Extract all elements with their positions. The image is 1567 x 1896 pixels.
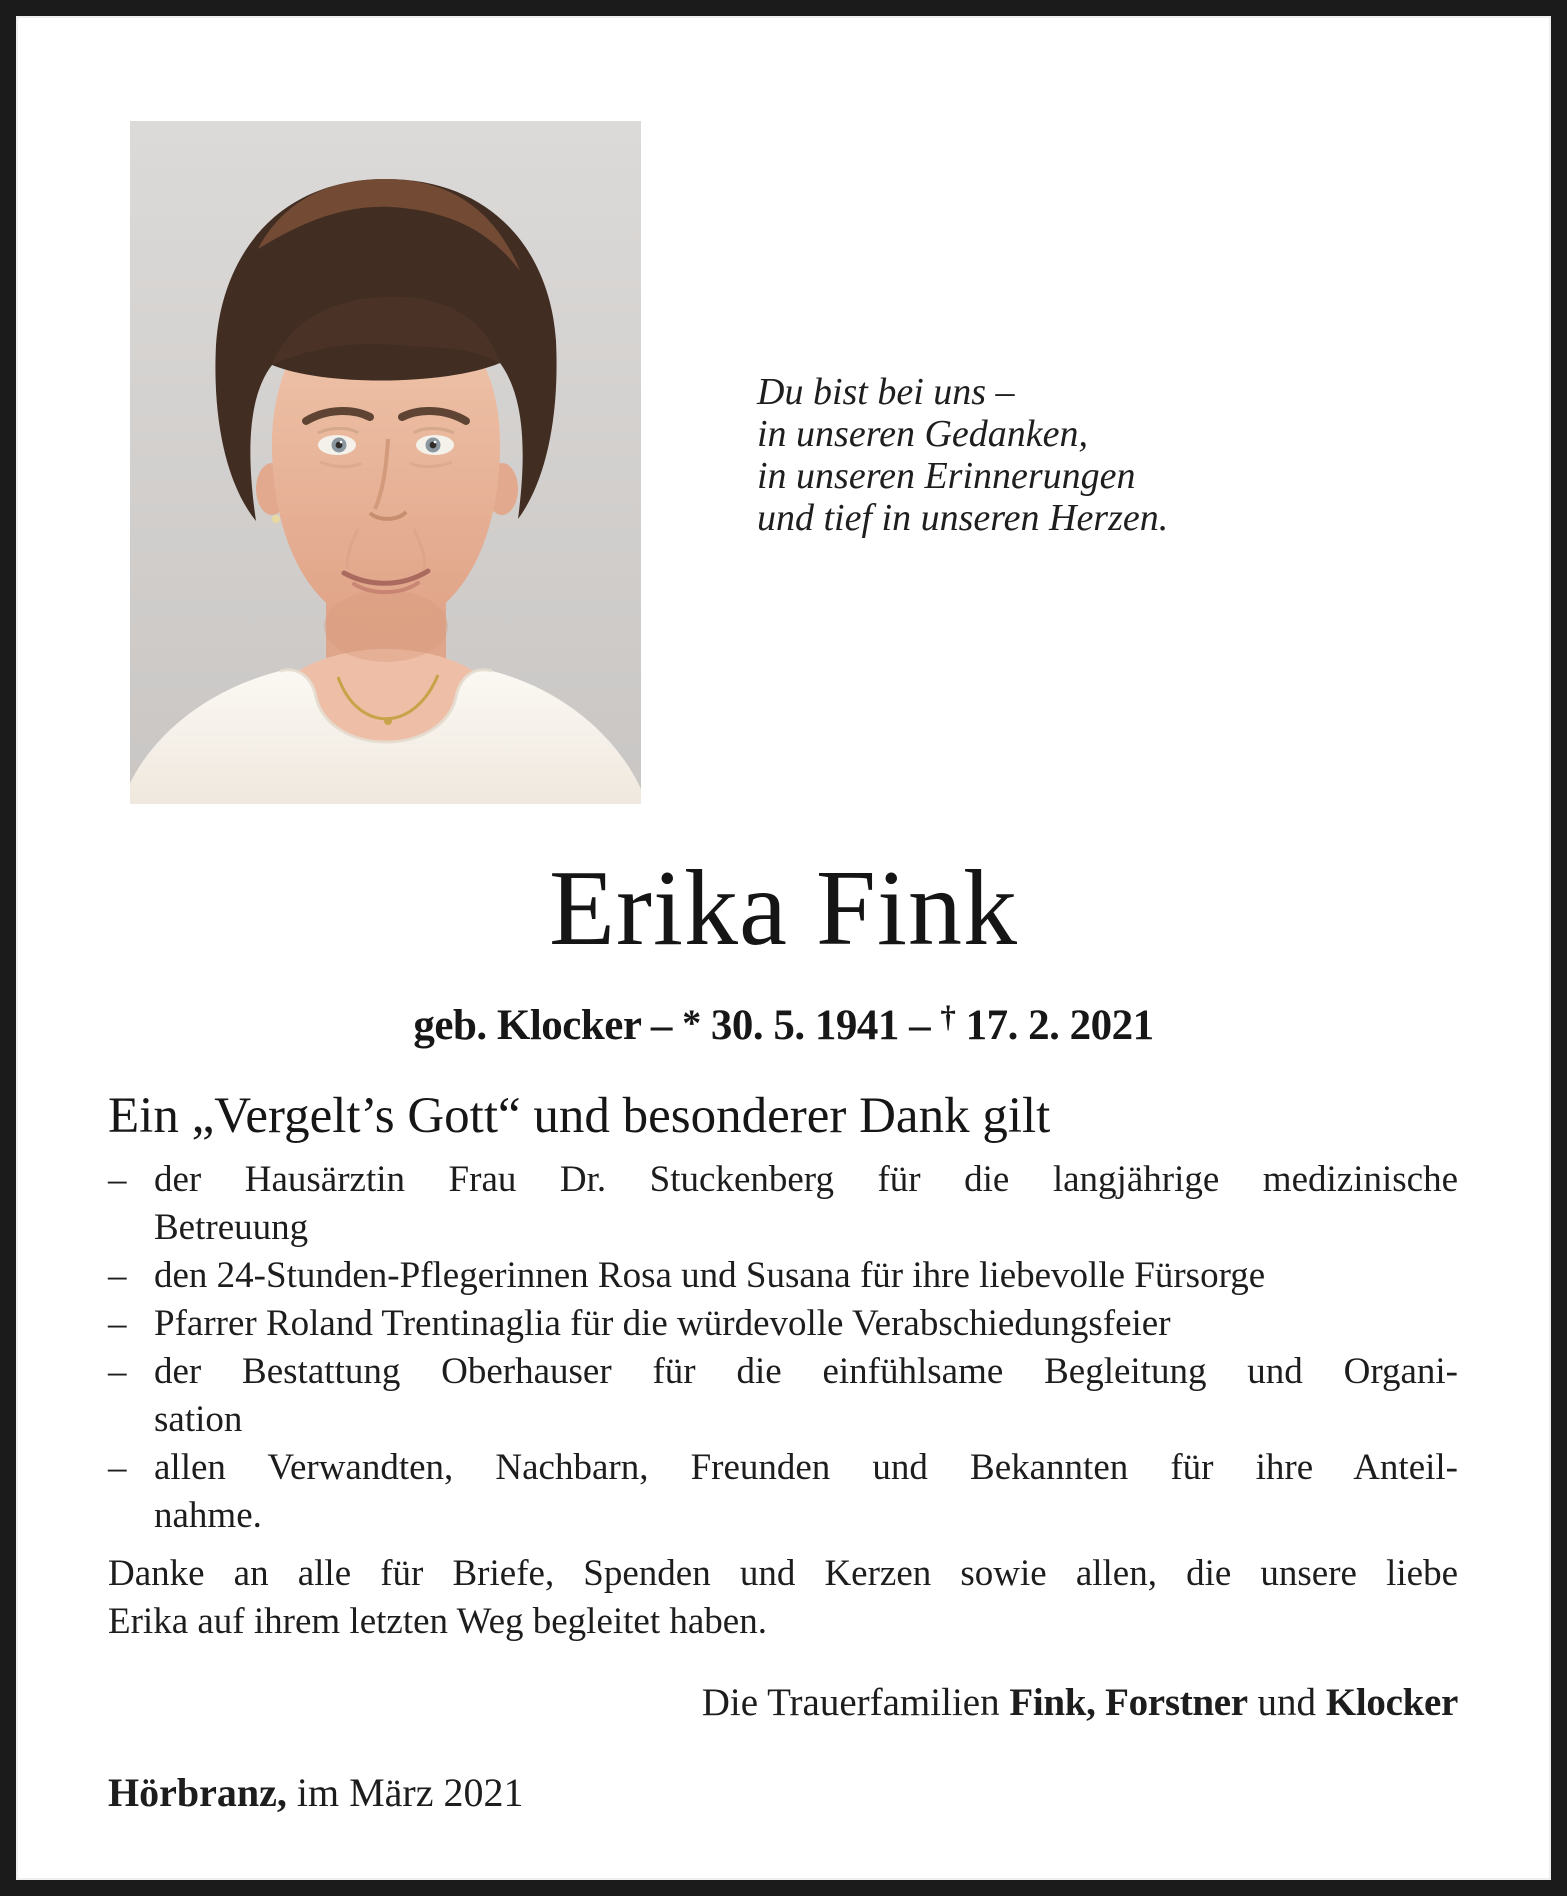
death-cross-symbol: † bbox=[940, 999, 956, 1034]
life-dates-line bbox=[16, 991, 1551, 1052]
text-line: in unseren Erinnerungen bbox=[757, 455, 1136, 497]
deceased-name: Erika Fink bbox=[549, 849, 1018, 968]
text-line: Pfarrer Roland Trentinaglia für die würdevolle Verabschiedungsfeier bbox=[154, 1303, 1171, 1344]
thanks-heading: Ein „Vergelt’s Gott“ und besonderer Dank gilt bbox=[108, 1088, 1051, 1144]
family-name-bold: Klocker bbox=[1325, 1681, 1458, 1724]
text-line: Du bist bei uns – bbox=[757, 371, 1015, 413]
thanks-item-text bbox=[154, 1252, 1458, 1300]
memorial-poem bbox=[757, 371, 1168, 539]
death-date: 17. 2. 2021 bbox=[955, 1001, 1154, 1049]
thanks-item bbox=[108, 1156, 1458, 1252]
mourning-families-line bbox=[108, 1678, 1458, 1728]
birth-date: 30. 5. 1941 – bbox=[700, 1001, 941, 1049]
maiden-name: geb. Klocker – bbox=[413, 1001, 683, 1049]
text-line: Betreuung bbox=[154, 1207, 309, 1248]
thanks-list bbox=[108, 1156, 1458, 1540]
thanks-item-text bbox=[154, 1300, 1458, 1348]
portrait-illustration bbox=[130, 121, 641, 804]
text-line: und tief in unseren Herzen. bbox=[757, 497, 1169, 539]
dash-bullet: – bbox=[108, 1159, 127, 1200]
thanks-item bbox=[108, 1444, 1458, 1540]
place-date-line bbox=[108, 1768, 1458, 1818]
text-line: in unseren Gedanken, bbox=[757, 413, 1088, 455]
thanks-item-text bbox=[154, 1348, 1458, 1444]
thanks-item bbox=[108, 1300, 1458, 1348]
text-line: sation bbox=[154, 1399, 243, 1440]
thanks-item bbox=[108, 1252, 1458, 1300]
families-connector: und bbox=[1247, 1681, 1326, 1724]
text-line: Danke an alle für Briefe, Spenden und Kerzen sowie allen, die unsere liebe bbox=[108, 1553, 1458, 1594]
dash-bullet: – bbox=[108, 1447, 127, 1488]
thanks-item-text bbox=[154, 1156, 1458, 1252]
dash-bullet: – bbox=[108, 1351, 127, 1392]
text-line: der Bestattung Oberhauser für die einfühlsame Begleitung und Organi- bbox=[154, 1351, 1458, 1392]
text-line: Erika auf ihrem letzten Weg begleitet haben. bbox=[108, 1601, 767, 1642]
text-line: der Hausärztin Frau Dr. Stuckenberg für die langjährige medizinische bbox=[154, 1159, 1458, 1200]
closing-paragraph bbox=[108, 1550, 1458, 1646]
text-line: allen Verwandten, Nachbarn, Freunden und Bekannten für ihre Anteil- bbox=[154, 1447, 1458, 1488]
place-name: Hörbranz, bbox=[108, 1770, 287, 1815]
text-line: nahme. bbox=[154, 1495, 262, 1536]
portrait-photo bbox=[130, 121, 641, 804]
family-names-bold: Fink, Forstner bbox=[1009, 1681, 1248, 1724]
dash-bullet: – bbox=[108, 1255, 127, 1296]
families-prefix: Die Trauerfamilien bbox=[701, 1681, 1010, 1724]
birth-star-symbol: * bbox=[682, 1002, 701, 1045]
thanks-item-text bbox=[154, 1444, 1458, 1540]
text-line: den 24-Stunden-Pflegerinnen Rosa und Susana für ihre liebevolle Fürsorge bbox=[154, 1255, 1266, 1296]
thanks-item bbox=[108, 1348, 1458, 1444]
date-text: im März 2021 bbox=[286, 1770, 524, 1815]
dash-bullet: – bbox=[108, 1303, 127, 1344]
